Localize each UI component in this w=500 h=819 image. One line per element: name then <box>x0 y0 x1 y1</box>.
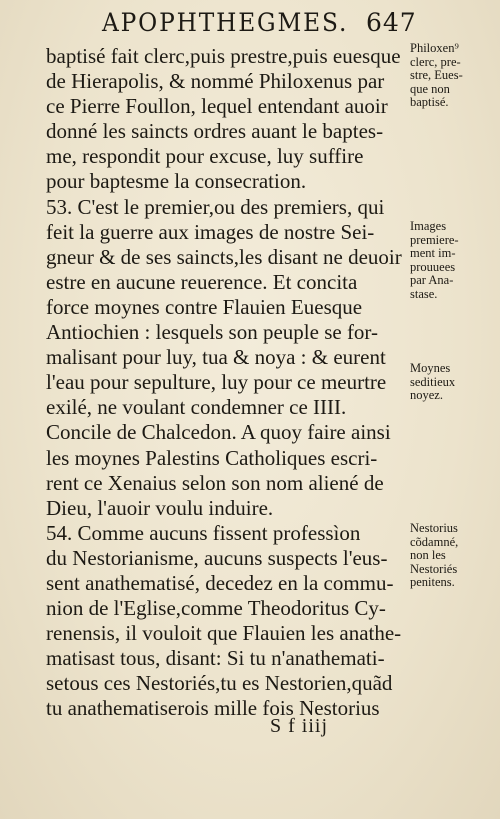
text-line: matisast tous, disant: Si tu n'anathemati- <box>46 646 385 671</box>
text-line: ce Pierre Foullon, lequel entendant auoir <box>46 94 388 119</box>
margin-note-line: stre, Eues- <box>410 68 463 82</box>
margin-note-line: que non <box>410 81 450 96</box>
running-title: APOPHTHEGMES. <box>102 8 349 37</box>
page-number: 647 <box>366 8 417 37</box>
margin-note-line: Philoxen⁹ <box>410 41 459 55</box>
body-text <box>46 44 410 722</box>
margin-note-line: Images <box>410 219 447 233</box>
text-line: rent ce Xenaius selon son nom aliené de <box>46 470 384 495</box>
margin-note-line: penitens. <box>410 575 455 589</box>
margin-note-line: stase. <box>410 286 438 301</box>
text-line: exilé, ne voulant condemner ce IIII. <box>46 395 347 420</box>
signature-mark: S f iiij <box>270 715 329 737</box>
text-line: me, respondit pour excuse, luy suffire <box>46 144 364 169</box>
margin-note-nestorius <box>410 522 500 590</box>
margin-note-line: ment im- <box>410 246 456 260</box>
margin-note-line: Nestoriés <box>410 561 458 576</box>
text-line: l'eau pour sepulture, luy pour ce meurtre <box>46 370 387 395</box>
margin-note-line: Moynes <box>410 361 451 375</box>
text-line: les moynes Palestins Catholiques escri- <box>46 445 378 470</box>
text-line: gneur & de ses saincts,les disant ne deuoir <box>46 244 402 269</box>
text-line: malisant pour luy, tua & noya : & eurent <box>46 345 386 370</box>
margin-note-line: par Ana- <box>410 273 454 287</box>
margin-note-line: premiere- <box>410 232 459 247</box>
margin-note-line: prouuees <box>410 259 456 274</box>
text-line: donné les saincts ordres auant le baptes- <box>46 119 384 144</box>
text-line: sent anathematisé, decedez en la commu- <box>46 570 394 595</box>
text-line: setous ces Nestoriés,tu es Nestorien,quãd <box>46 671 393 696</box>
margin-note-moynes <box>410 362 500 403</box>
text-line: tu anathematiserois mille fois Nestorius <box>46 696 380 721</box>
margin-note-images <box>410 220 500 301</box>
margin-note-philoxenus <box>410 42 500 110</box>
margin-note-line: seditieux <box>410 374 456 389</box>
text-line: renensis, il vouloit que Flauien les anathe- <box>46 621 402 646</box>
text-line: feit la guerre aux images de nostre Sei- <box>46 219 375 244</box>
margin-note-line: clerc, pre- <box>410 54 461 69</box>
text-line: force moynes contre Flauien Euesque <box>46 294 363 319</box>
margin-note-line: baptisé. <box>410 95 449 109</box>
text-line: nion de l'Eglise,comme Theodoritus Cy- <box>46 596 386 621</box>
margin-note-line: noyez. <box>410 388 443 402</box>
margin-note-line: Nestorius <box>410 521 458 535</box>
text-line: de Hierapolis, & nommé Philoxenus par <box>46 69 385 94</box>
text-line: pour baptesme la consecration. <box>46 169 307 194</box>
page-header <box>0 8 500 42</box>
text-line: Antiochien : lesquels son peuple se for- <box>46 320 379 345</box>
text-line: Concile de Chalcedon. A quoy faire ainsi <box>46 420 391 445</box>
text-line: estre en aucune reuerence. Et concita <box>46 269 358 294</box>
margin-note-line: non les <box>410 548 446 562</box>
text-line: du Nestorianisme, aucuns suspects l'eus- <box>46 545 388 570</box>
text-line: Dieu, l'auoir voulu induire. <box>46 495 274 520</box>
text-line: 53. C'est le premier,ou des premiers, qui <box>46 194 385 219</box>
margin-note-line: cõdamné, <box>410 534 459 549</box>
text-line: baptisé fait clerc,puis prestre,puis euesque <box>46 44 401 68</box>
text-line: 54. Comme aucuns fissent professìon <box>46 520 361 545</box>
